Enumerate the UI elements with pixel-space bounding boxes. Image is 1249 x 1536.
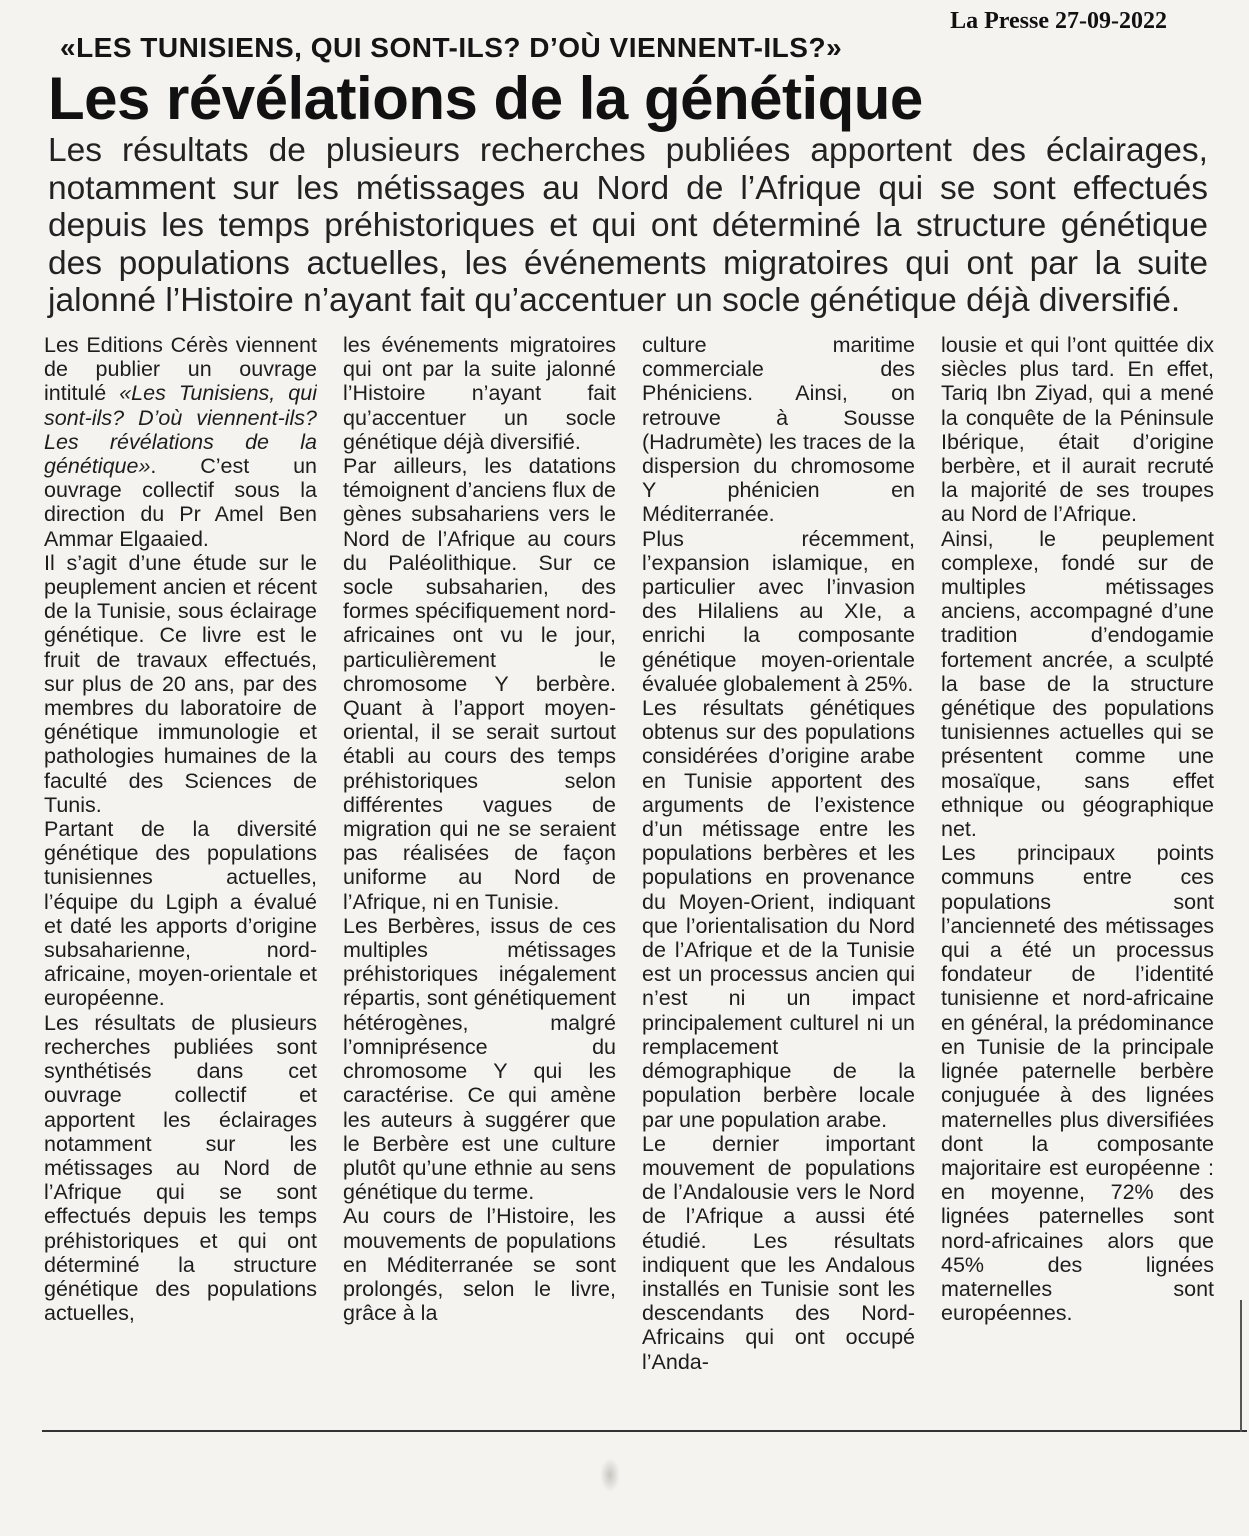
headline: Les révélations de la génétique (48, 65, 923, 132)
paragraph: Au cours de l’Histoire, les mouvements de populations en Méditerranée se sont prolongés, selon le livre, grâce à la (343, 1204, 616, 1326)
column-1 (44, 333, 317, 1415)
paragraph: Plus récemment, l’expansion islamique, en particulier avec l’invasion des Hilaliens au XIe, a enrichi la composante génétique moyen-orientale évaluée globalement à 25%. (642, 526, 915, 696)
paragraph: Les résultats génétiques obtenus sur des populations considérées d’origine arabe en Tunisie apportent des arguments de l’existence d’un métissage entre les populations berbères et les populations en provenance du Moyen-Orient, indiquant que l’orientalisation du Nord de l’Afrique et de la Tunisie est un processus ancien qui n’est ni un impact principalement culturel ni un remplacement démographique de la population berbère locale par une population arabe. (642, 696, 915, 1132)
paragraph-text: . C’est un ouvrage collectif sous la direction du Pr Amel Ben Ammar Elgaaied. (44, 454, 317, 551)
paragraph: Ainsi, le peuplement complexe, fondé sur de multiples métissages anciens, accompagné d’une tradition d’endogamie fortement ancrée, a sculpté la base de la structure génétique des populations tunisiennes actuelles qui se présentent comme une mosaïque, sans effet ethnique ou géographique net. (941, 526, 1214, 842)
paragraph: Les résultats de plusieurs recherches publiées sont synthétisés dans cet ouvrage collectif et apportent les éclairages notamment sur les métissages au Nord de l’Afrique qui se sont effectués depuis les temps préhistoriques et qui ont déterminé la structure génétique des populations actuelles, (44, 1010, 317, 1326)
bottom-rule (42, 1430, 1247, 1432)
paragraph: Les Berbères, issus de ces multiples métissages préhistoriques inégalement répartis, sont génétiquement hétérogènes, malgré l’omniprésence du chromosome Y qui les caractérise. Ce qui amène les auteurs à suggérer que le Berbère est une culture plutôt qu’une ethnie au sens génétique du terme. (343, 913, 616, 1205)
column-3 (642, 333, 915, 1415)
paragraph: lousie et qui l’ont quittée dix siècles plus tard. En effet, Tariq Ibn Ziyad, qui a mené la conquête de la Péninsule Ibérique, était d’origine berbère, et il aurait recruté la majorité de ses troupes au Nord de l’Afrique. (941, 333, 1214, 527)
paragraph: Le dernier important mouvement de populations de l’Andalousie vers le Nord de l’Afrique a aussi été étudié. Les résultats indiquent que les Andalous installés en Tunisie sont les descendants des Nord-Africains qui ont occupé l’Anda- (642, 1131, 915, 1374)
paragraph (44, 333, 317, 551)
lead-paragraph: Les résultats de plusieurs recherches publiées apportent des éclairages, notamment sur les métissages au Nord de l’Afrique qui se sont effectués depuis les temps préhistoriques et qui ont déterminé la structure génétique des populations actuelles, les événements migratoires qui ont par la suite jalonné l’Histoire n’ayant fait qu’accentuer un socle génétique déjà diversifié. (48, 132, 1208, 319)
paragraph: Il s’agit d’une étude sur le peuplement ancien et récent de la Tunisie, sous éclairage génétique. Ce livre est le fruit de travaux effectués, sur plus de 20 ans, par des membres du laboratoire de génétique immunologie et pathologies humaines de la faculté des Sciences de Tunis. (44, 550, 317, 817)
paper-smudge (600, 1458, 620, 1492)
paragraph: Partant de la diversité génétique des populations tunisiennes actuelles, l’équipe du Lgiph a évalué et daté les apports d’origine subsaharienne, nord-africaine, moyen-orientale et européenne. (44, 817, 317, 1011)
paragraph: les événements migratoires qui ont par la suite jalonné l’Histoire n’ayant fait qu’accentuer un socle génétique déjà diversifié. (343, 333, 616, 454)
column-4 (941, 333, 1214, 1415)
column-2 (343, 333, 616, 1415)
kicker: «LES TUNISIENS, QUI SONT-ILS? D’OÙ VIENNENT-ILS?» (60, 32, 843, 63)
paragraph: culture maritime commerciale des Phéniciens. Ainsi, on retrouve à Sousse (Hadrumète) les traces de la dispersion du chromosome Y phénicien en Méditerranée. (642, 333, 915, 527)
right-edge-rule (1240, 1300, 1242, 1432)
article-body (44, 333, 1214, 1415)
paragraph: Par ailleurs, les datations témoignent d’anciens flux de gènes subsahariens vers le Nord de l’Afrique au cours du Paléolithique. Sur ce socle subsaharien, des formes spécifiquement nord-africaines ont vu le jour, particulièrement le chromosome Y berbère. Quant à l’apport moyen-oriental, il se serait surtout établi au cours des temps préhistoriques selon différentes vagues de migration qui ne se seraient pas réalisées de façon uniforme au Nord de l’Afrique, ni en Tunisie. (343, 454, 616, 914)
paragraph-text: Les Editions Cérès viennent de publier un ouvrage intitulé (44, 333, 317, 406)
paragraph: Les principaux points communs entre ces populations sont l’ancienneté des métissages qui a été un processus fondateur de l’identité tunisienne et nord-africaine en général, la prédominance en Tunisie de la principale lignée paternelle berbère conjuguée à des lignées maternelles plus diversifiées dont la composante majoritaire est européenne : en moyenne, 72% des lignées paternelles sont nord-africaines alors que 45% des lignées maternelles sont européennes. (941, 841, 1214, 1326)
source-date: La Presse 27-09-2022 (950, 8, 1167, 34)
book-title: «Les Tunisiens, qui sont-ils? D’où viennent-ils? Les révélations de la génétique» (44, 381, 317, 479)
